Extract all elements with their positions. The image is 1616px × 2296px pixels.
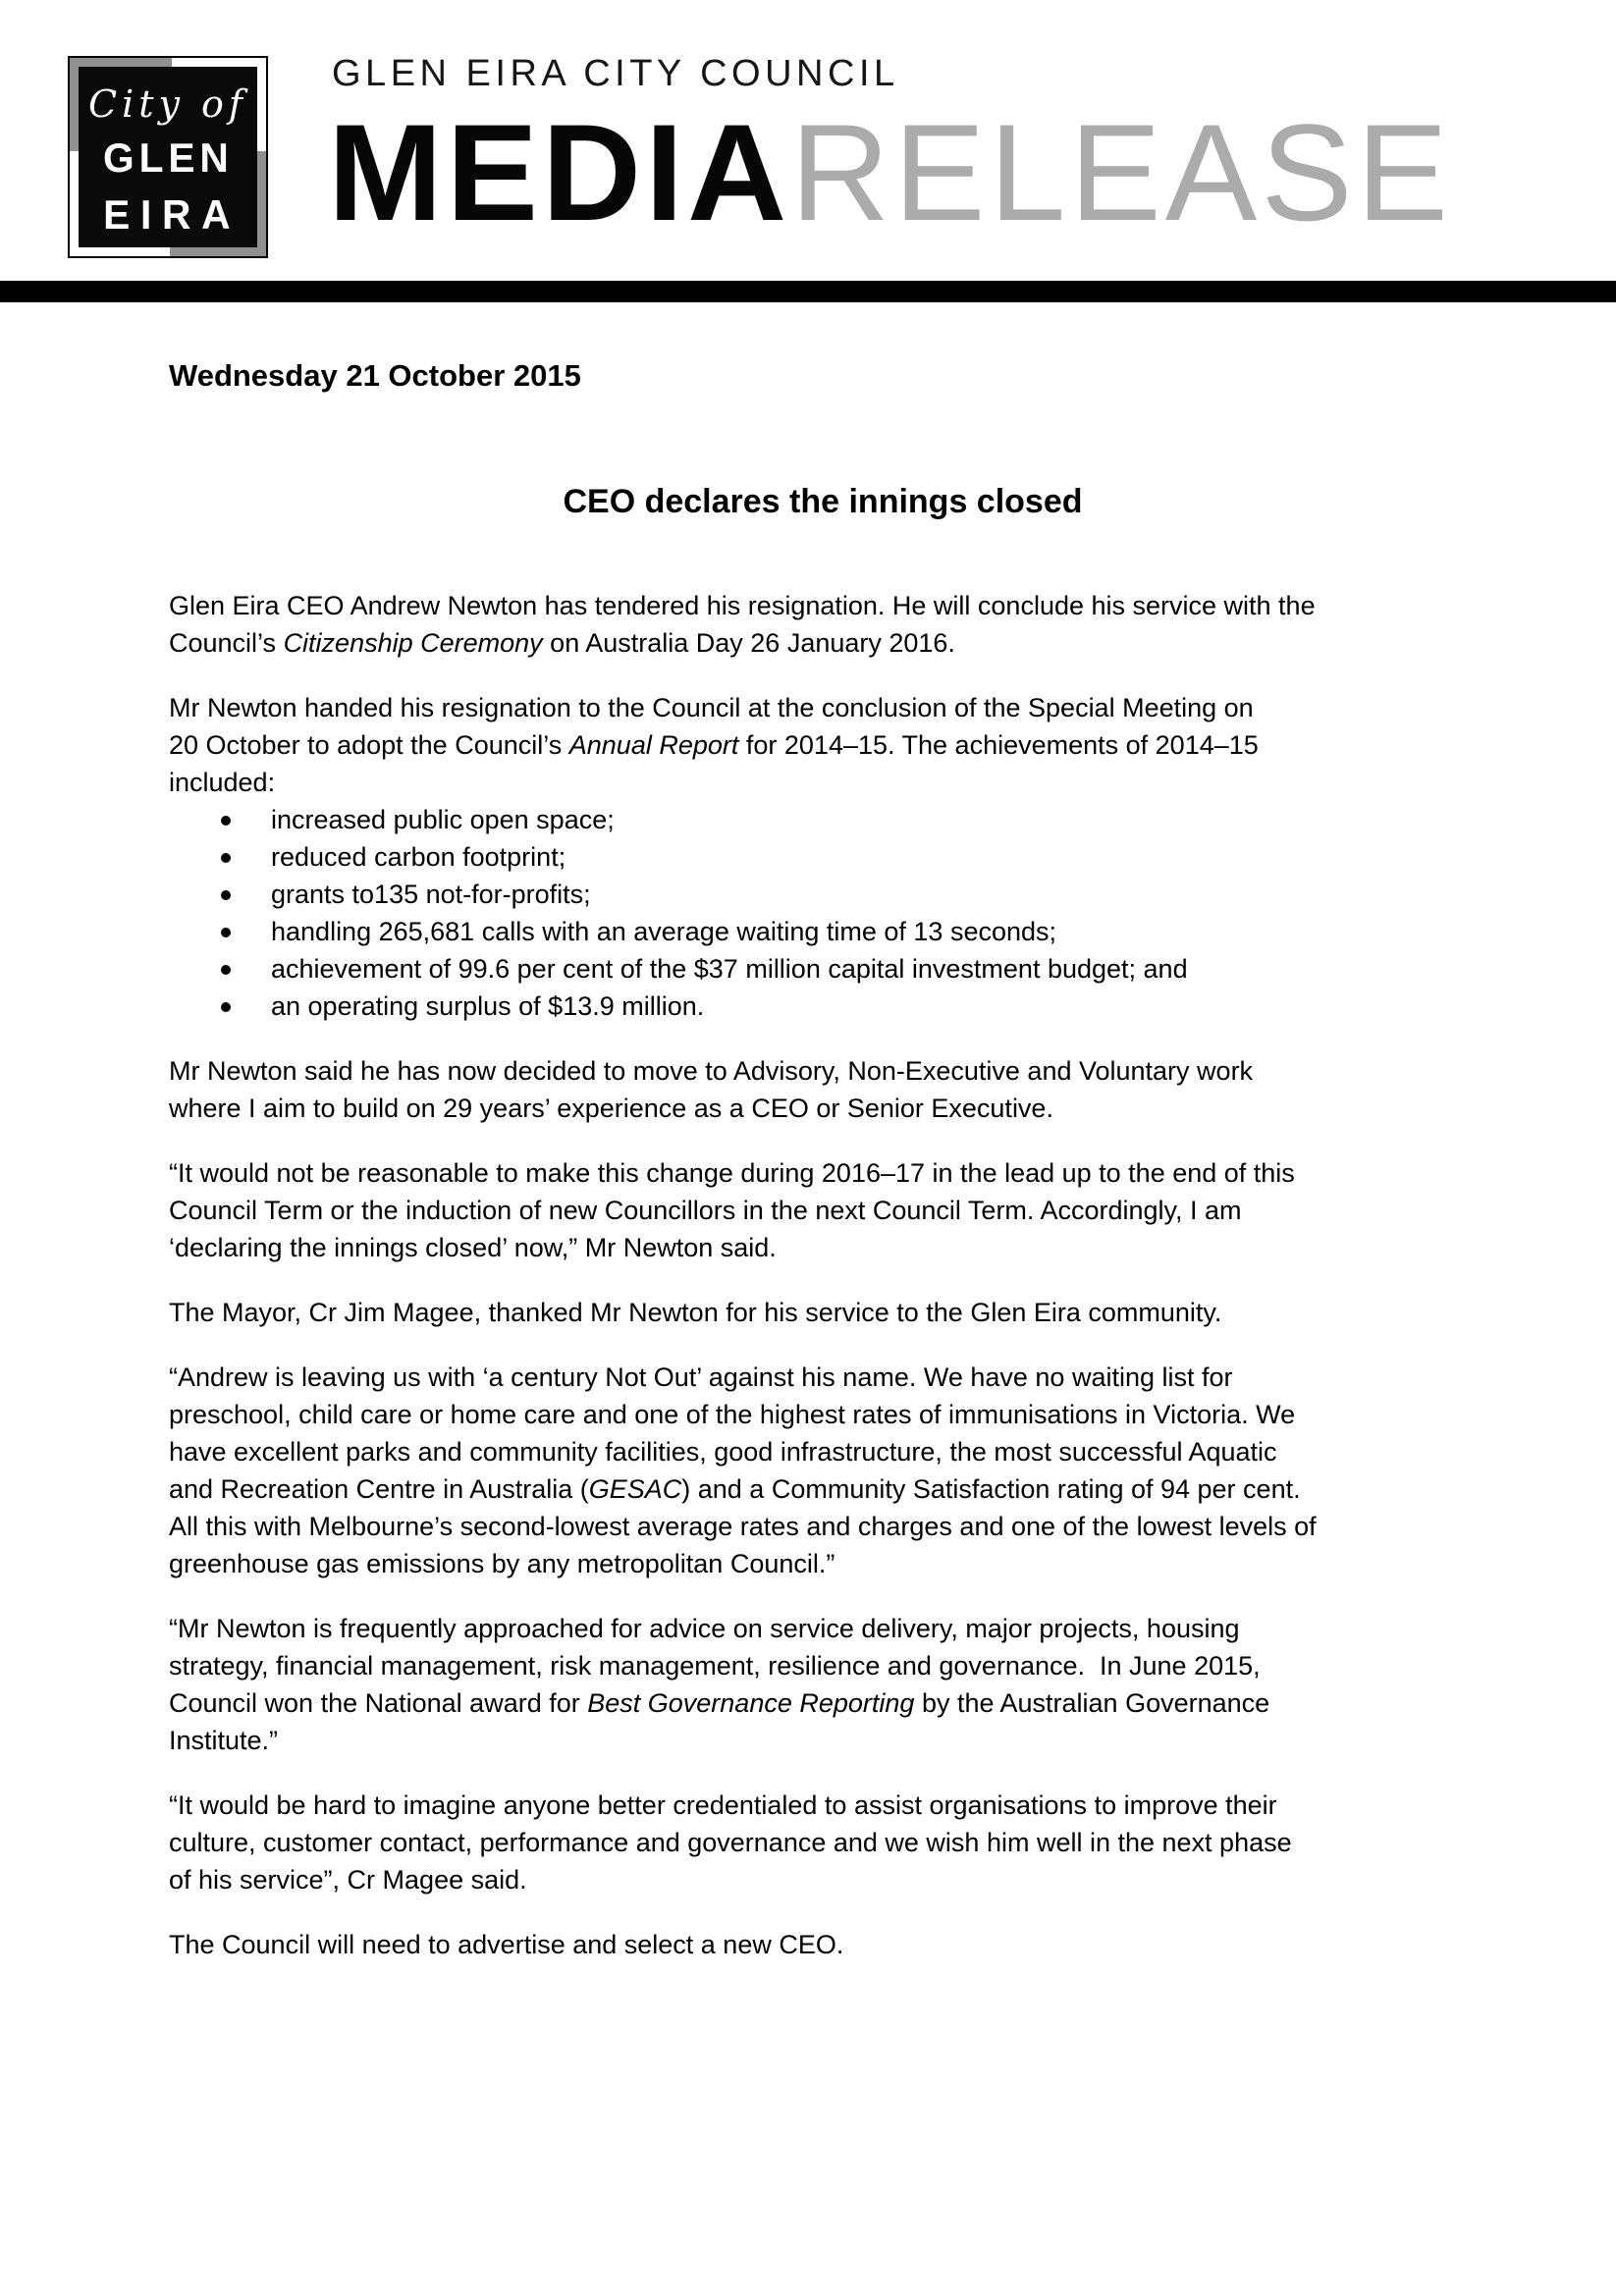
bullet-item: grants to135 not-for-profits; xyxy=(169,876,1477,913)
bullet-item: reduced carbon footprint; xyxy=(169,838,1477,876)
document-body xyxy=(169,587,1477,1963)
bullet-item: achievement of 99.6 per cent of the $37 million capital investment budget; and xyxy=(169,950,1477,988)
paragraph: Mr Newton handed his resignation to the Council at the conclusion of the Special Meeting on 20 October to adopt the Council’s Annual Report for 2014–15. The achievements of 2014–15 included: xyxy=(169,693,1259,797)
logo-city-of-text: City of xyxy=(88,82,247,126)
bullet-item: increased public open space; xyxy=(169,801,1477,838)
paragraph: “Mr Newton is frequently approached for advice on service delivery, major projects, housing strategy, financial management, risk management, resilience and governance. In June 2015, Council won the National award for Best Governance Reporting by the Australian Governance Institute.” xyxy=(169,1614,1270,1755)
paragraph: Glen Eira CEO Andrew Newton has tendered his resignation. He will conclude his service with the Council’s Citizenship Ceremony on Australia Day 26 January 2016. xyxy=(169,591,1316,658)
headline: CEO declares the innings closed xyxy=(563,483,1083,520)
paragraph: The Council will need to advertise and select a new CEO. xyxy=(169,1930,844,1959)
bullet-item: an operating surplus of $13.9 million. xyxy=(169,988,1477,1025)
bullet-list xyxy=(169,801,1477,1025)
paragraph: “It would be hard to imagine anyone better credentialed to assist organisations to improve their culture, customer contact, performance and governance and we wish him well in the next phase of his service”, Cr Magee said. xyxy=(169,1790,1292,1895)
masthead-release: RELEASE xyxy=(790,95,1452,249)
bullet-item: handling 265,681 calls with an average waiting time of 13 seconds; xyxy=(169,913,1477,950)
paragraph: “It would not be reasonable to make this change during 2016–17 in the lead up to the end of this Council Term or the induction of new Councillors in the next Council Term. Accordingly, I am ‘declaring the innings closed’ now,” Mr Newton said. xyxy=(169,1158,1295,1262)
logo-glen-text: GLEN xyxy=(102,134,234,181)
masthead-media: MEDIA xyxy=(328,95,791,249)
logo-eira-text: EIRA xyxy=(102,191,242,238)
organisation-name: GLEN EIRA CITY COUNCIL xyxy=(332,53,899,94)
paragraph: “Andrew is leaving us with ‘a century Not Out’ against his name. We have no waiting list for preschool, child care or home care and one of the highest rates of immunisations in Victoria. We have excellent parks and community facilities, good infrastructure, the most successful Aquatic and Recreation Centre in Australia (GESAC) and a Community Satisfaction rating of 94 per cent. All this with Melbourne’s second-lowest average rates and charges and one of the lowest levels of greenhouse gas emissions by any metropolitan Council.” xyxy=(169,1362,1317,1578)
paragraph: The Mayor, Cr Jim Magee, thanked Mr Newton for his service to the Glen Eira community. xyxy=(169,1298,1222,1327)
paragraph: Mr Newton said he has now decided to move to Advisory, Non-Executive and Voluntary work where I aim to build on 29 years’ experience as a CEO or Senior Executive. xyxy=(169,1056,1254,1123)
release-date: Wednesday 21 October 2015 xyxy=(169,358,581,393)
